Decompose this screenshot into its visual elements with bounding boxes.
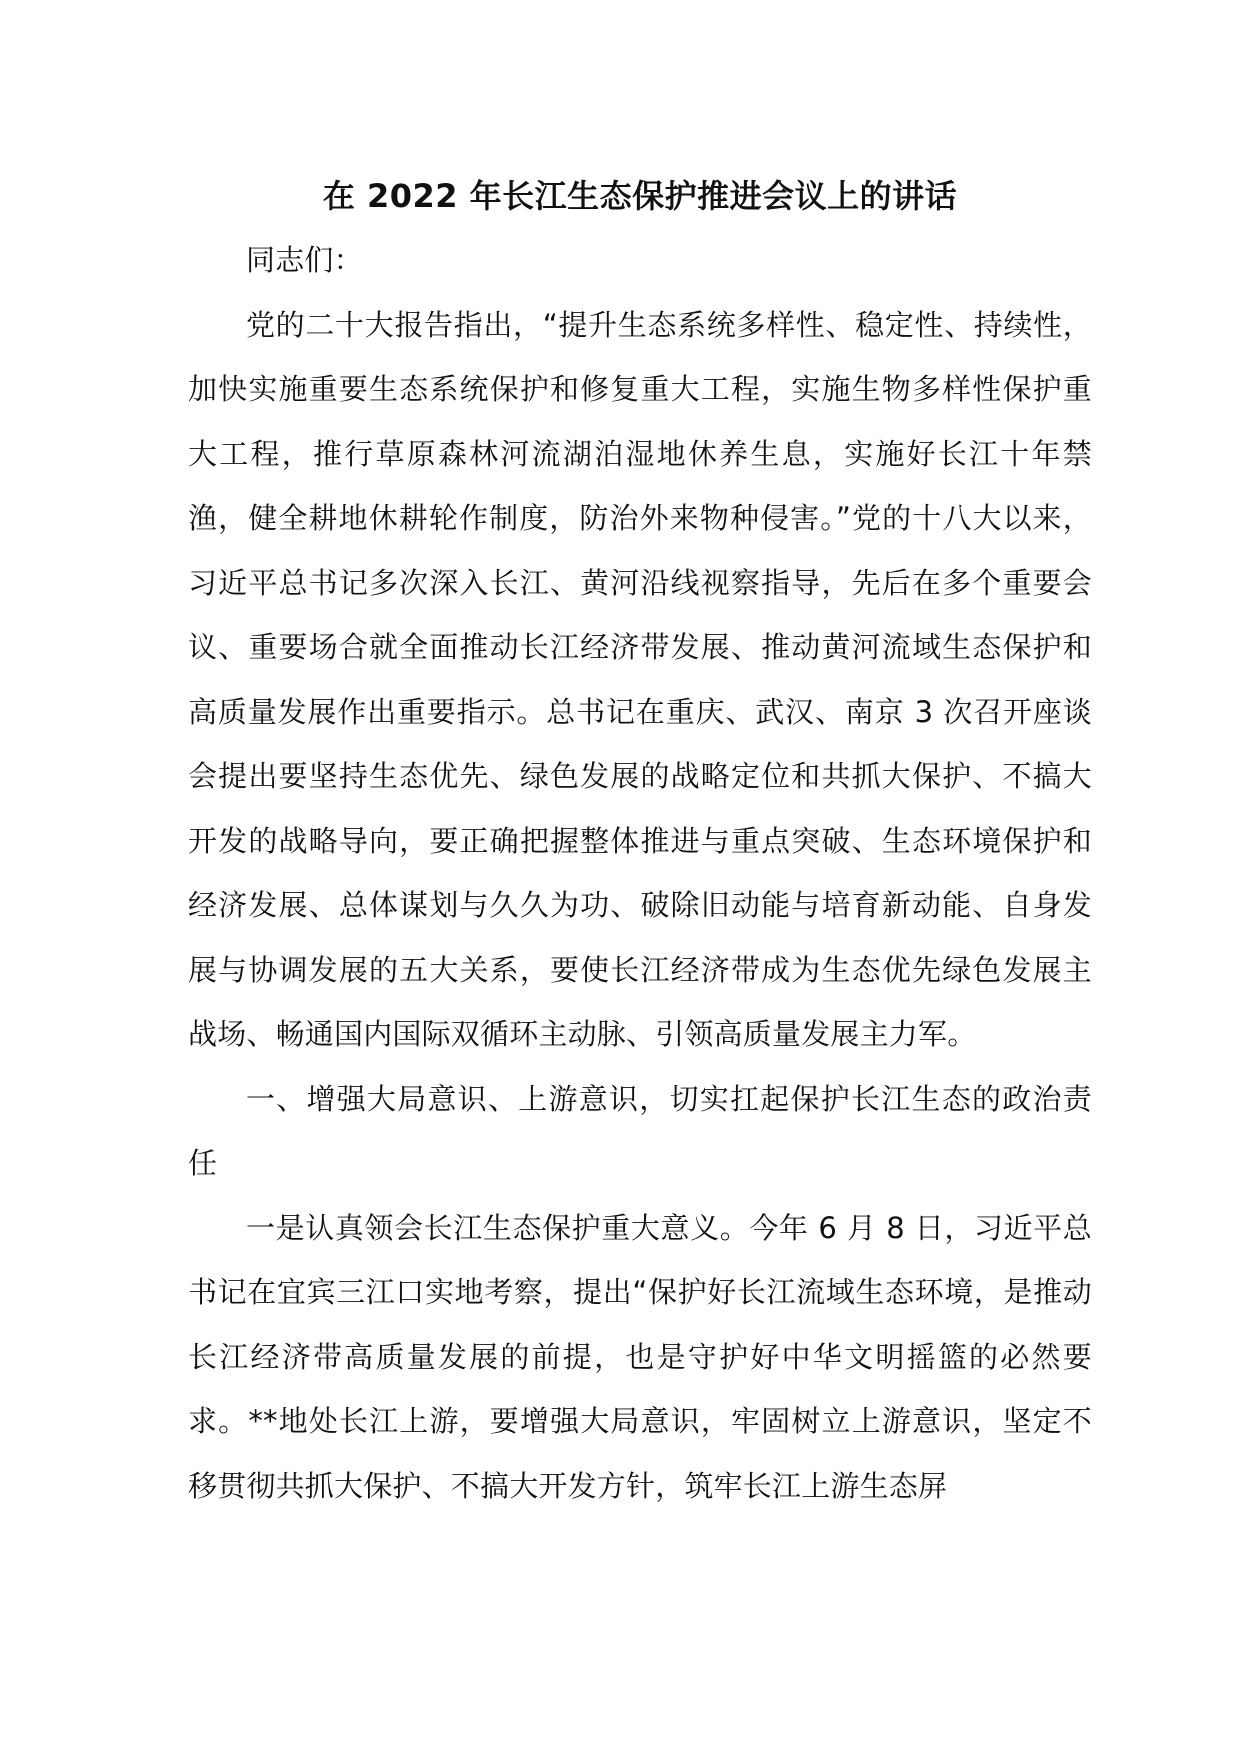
paragraph-section-1: 一是认真领会长江生态保护重大意义。今年 6 月 8 日，习近平总书记在宜宾三江口实地考察，提出“保护好长江流域生态环境，是推动长江经济带高质量发展的前提，也是守护好中华文明摇篮的必然要求。**地处长江上游，要增强大局意识，牢固树立上游意识，坚定不移贯彻共抓大保护、不搞大开发方针，筑牢长江上游生态屏 <box>188 1210 1092 1503</box>
document-title: 在 2022 年长江生态保护推进会议上的讲话 <box>322 177 958 215</box>
salutation: 同志们： <box>246 243 363 277</box>
document-body <box>188 168 1092 1518</box>
paragraph-intro: 党的二十大报告指出，“提升生态系统多样性、稳定性、持续性，加快实施重要生态系统保护和修复重大工程，实施生物多样性保护重大工程，推行草原森林河流湖泊湿地休养生息，实施好长江十年禁渔，健全耕地休耕轮作制度，防治外来物种侵害。”党的十八大以来，习近平总书记多次深入长江、黄河沿线视察指导，先后在多个重要会议、重要场合就全面推动长江经济带发展、推动黄河流域生态保护和高质量发展作出重要指示。总书记在重庆、武汉、南京 3 次召开座谈会提出要坚持生态优先、绿色发展的战略定位和共抓大保护、不搞大开发的战略导向，要正确把握整体推进与重点突破、生态环境保护和经济发展、总体谋划与久久为功、破除旧动能与培育新动能、自身发展与协调发展的五大关系，要使长江经济带成为生态优先绿色发展主战场、畅通国内国际双循环主动脉、引领高质量发展主力军。 <box>188 307 1092 1051</box>
section-heading-1: 一、增强大局意识、上游意识，切实扛起保护长江生态的政治责任 <box>188 1081 1092 1180</box>
